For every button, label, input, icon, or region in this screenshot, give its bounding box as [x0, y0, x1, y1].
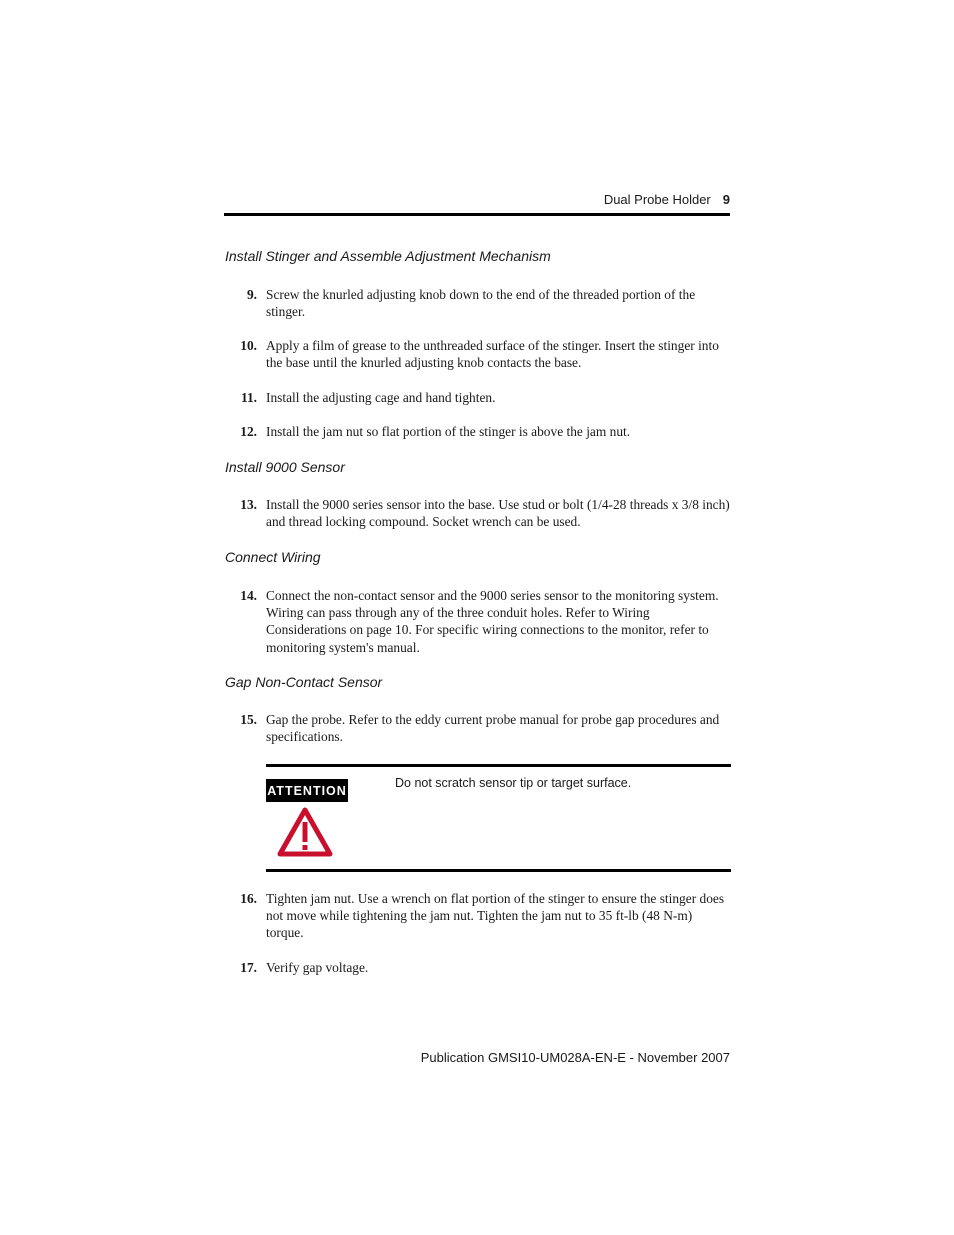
step-text: Verify gap voltage. — [266, 960, 369, 975]
step-number: 11. — [241, 390, 257, 405]
attention-top-rule — [266, 764, 731, 767]
step-text: Install the adjusting cage and hand tighten. — [266, 390, 496, 405]
header-title: Dual Probe Holder — [603, 192, 711, 207]
step-text: Install the jam nut so flat portion of the stinger is above the jam nut. — [266, 424, 631, 439]
step-text: Gap the probe. Refer to the eddy current probe manual for probe gap procedures and specifications. — [266, 712, 720, 745]
step-text: Tighten jam nut. Use a wrench on flat portion of the stinger to ensure the stinger does not move while tightening the jam nut. Tighten the jam nut to 35 ft-lb (48 N-m) torque. — [266, 891, 725, 941]
section-heading-gap-sensor: Gap Non-Contact Sensor — [225, 674, 383, 690]
attention-bottom-rule — [266, 869, 731, 872]
section-heading-connect-wiring: Connect Wiring — [225, 549, 321, 565]
step-text: Connect the non-contact sensor and the 9000 series sensor to the monitoring system. Wiring can pass through any of the three conduit holes. Refer to Wiring Considerations on page 10. For specific wiring connections to the monitor, refer to monitoring system's manual. — [266, 588, 719, 655]
step-text: Screw the knurled adjusting knob down to the end of the threaded portion of the stinger. — [266, 287, 696, 320]
step-number: 17. — [240, 960, 257, 975]
page-number: 9 — [722, 192, 730, 207]
step-number: 15. — [240, 712, 257, 727]
running-header — [560, 192, 730, 207]
section-heading-install-stinger: Install Stinger and Assemble Adjustment Mechanism — [225, 248, 551, 264]
step-number: 16. — [240, 891, 257, 906]
step-text: Apply a film of grease to the unthreaded surface of the stinger. Insert the stinger into the base until the knurled adjusting knob contacts the base. — [266, 338, 719, 371]
header-rule — [224, 213, 730, 216]
step-number: 12. — [240, 424, 257, 439]
step-number: 13. — [240, 497, 257, 512]
step-text: Install the 9000 series sensor into the base. Use stud or bolt (1/4-28 threads x 3/8 inch) and thread locking compound. Socket wrench can be used. — [266, 497, 730, 530]
step-number: 9. — [246, 287, 257, 302]
step-number: 10. — [240, 338, 257, 353]
attention-badge: ATTENTION — [266, 779, 348, 802]
publication-footer: Publication GMSI10-UM028A-EN-E - November 2007 — [420, 1050, 730, 1065]
step-number: 14. — [240, 588, 257, 603]
warning-triangle-icon — [276, 806, 334, 858]
attention-message: Do not scratch sensor tip or target surface. — [395, 776, 632, 790]
section-heading-install-sensor: Install 9000 Sensor — [225, 459, 345, 475]
